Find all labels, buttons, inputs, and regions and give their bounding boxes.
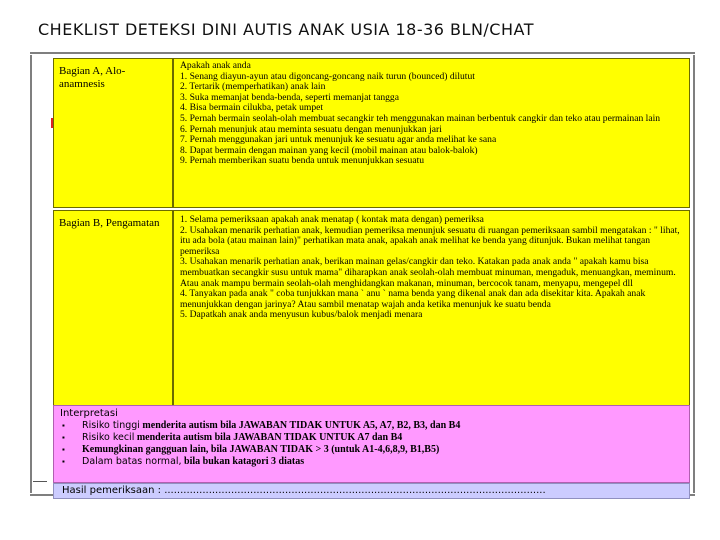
section-a-item: 4. Bisa bermain cilukba, petak umpet: [180, 102, 324, 114]
interpretation-label: Risiko tinggi: [82, 420, 140, 431]
page-title: CHEKLIST DETEKSI DINI AUTIS ANAK USIA 18-36 BLN/CHAT: [38, 20, 534, 39]
section-b-item: 1. Selama pemeriksaan apakah anak menatap ( kontak mata dengan) pemeriksa: [180, 214, 484, 225]
interpretation-heading: Interpretasi: [60, 408, 118, 419]
section-a-row: [53, 58, 690, 208]
interpretation-item: [60, 444, 683, 456]
interpretation-item: [60, 420, 683, 432]
dash-marker: [33, 481, 47, 482]
right-rule: [693, 55, 695, 493]
section-a-item: 1. Senang diayun-ayun atau digoncang-goncang naik turun (bounced) dilutut: [180, 70, 475, 82]
interpretation-label: Risiko kecil: [82, 432, 135, 443]
section-a-item: 2. Tertarik (memperhatikan) anak lain: [180, 81, 326, 93]
section-b-label: Bagian B, Pengamatan: [53, 210, 173, 463]
section-b-item: 4. Tanyakan pada anak " coba tunjukkan mana ` anu ` nama benda yang dikenal anak dan ada disekitar kita. Apakah anak menunjukkan dengan jarinya? Atau sambil menatap wajah anda ketika menunjuk ke suatu benda: [180, 288, 646, 310]
section-a-item: 8. Dapat bermain dengan mainan yang kecil (mobil mainan atau balok-balok): [180, 144, 478, 156]
interpretation-label: Dalam batas normal,: [82, 456, 182, 467]
section-a-label: Bagian A, Alo-anamnesis: [53, 58, 173, 208]
section-a-item: 6. Pernah menunjuk atau meminta sesuatu dengan menunjukkan jari: [180, 123, 442, 135]
checklist-table: [53, 58, 690, 496]
section-a-item: 5. Pernah bermain seolah-olah membuat secangkir teh menggunakan mainan berbentuk cangkir dan teko atau permainan lain: [180, 112, 661, 124]
top-rule: [30, 52, 695, 54]
interpretation-box: [53, 405, 690, 483]
interpretation-item: [60, 432, 683, 444]
interpretation-text: bila bukan katagori 3 diatas: [184, 456, 305, 467]
section-a-item: 3. Suka memanjat benda-benda, seperti memanjat tangga: [180, 91, 399, 103]
exam-result-line: Hasil pemeriksaan : ........................................................................................................................: [53, 483, 690, 499]
interpretation-item: [60, 456, 683, 468]
section-b-item: 2. Usahakan menarik perhatian anak, kemudian pemeriksa menunjuk sesuatu di ruangan pemeriksaan sambil mengatakan : " lihat, itu ada bola (atau mainan lain)" perhatikan mata anak, apakah anak melihat ke benda yang ditunjuk. Bukan melihat tangan pemeriksa: [180, 224, 680, 257]
section-b-item: 3. Usahakan menarik perhatian anak, berikan mainan gelas/cangkir dan teko. Katakan pada anak anda " apakah kamu bisa membuatkan secangkir susu untuk mama" diharapkan anak seolah-olah membuat minuman, mengaduk, menuangkan, meminum. Atau anak mampu bermain seolah-olah menghidangkan makanan, minuman, bercocok tanam, menyapu, mengepel dll: [180, 256, 676, 289]
section-b-item: 5. Dapatkah anak anda menyusun kubus/balok menjadi menara: [180, 309, 423, 321]
section-a-item: 7. Pernah menggunakan jari untuk menunjuk ke sesuatu agar anda melihat ke sana: [180, 134, 497, 146]
section-a-intro: Apakah anak anda: [180, 60, 251, 71]
left-rule: [30, 55, 32, 493]
interpretation-text: Kemungkinan gangguan lain, bila JAWABAN TIDAK > 3 (untuk A1-4,6,8,9, B1,B5): [82, 444, 440, 455]
section-a-item: 9. Pernah memberikan suatu benda untuk menunjukkan sesuatu: [180, 155, 425, 167]
section-a-content: [173, 58, 690, 208]
interpretation-text: menderita autism bila JAWABAN TIDAK UNTUK A7 dan B4: [136, 432, 403, 443]
interpretation-text: menderita autism bila JAWABAN TIDAK UNTUK A5, A7, B2, B3, dan B4: [142, 420, 461, 431]
